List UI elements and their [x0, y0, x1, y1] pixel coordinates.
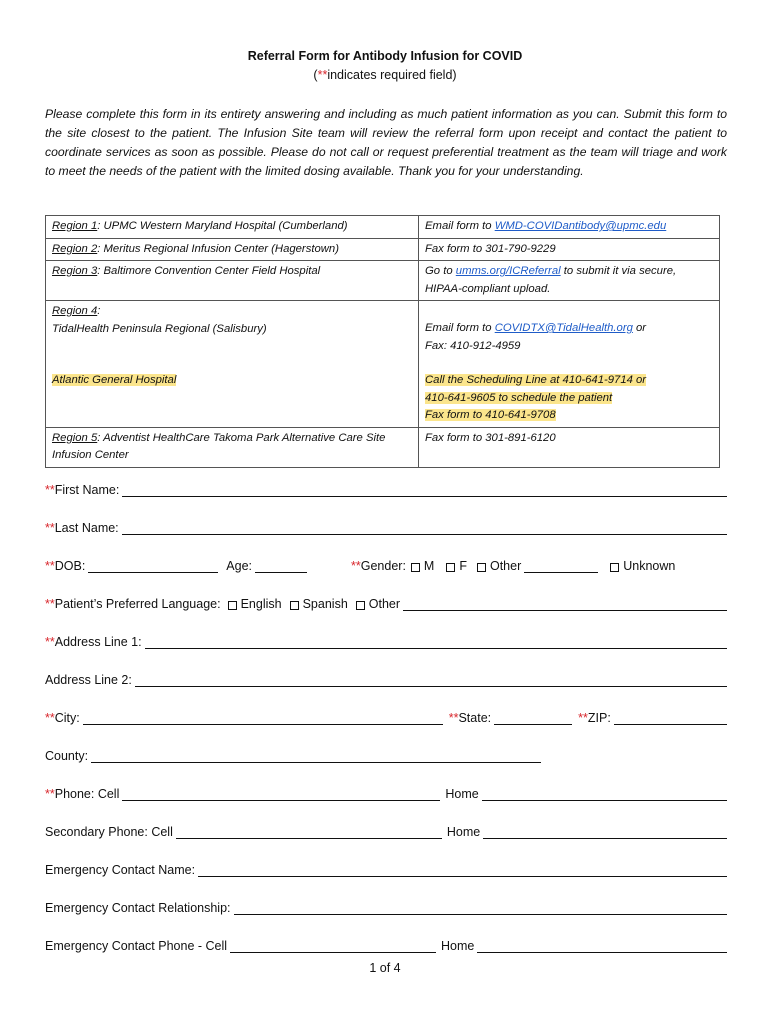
required-note [0, 68, 770, 82]
language-spanish-checkbox[interactable] [290, 601, 299, 610]
address-line-1-label: Address Line 1: [54, 635, 142, 649]
language-spanish-label: Spanish [302, 597, 348, 611]
phone-cell-label: Phone: Cell [54, 787, 120, 801]
region-3-site [46, 261, 419, 301]
required-note-text: indicates required field) [327, 68, 457, 82]
last-name-field[interactable] [122, 522, 727, 535]
region-5-site [46, 427, 419, 467]
region-4-email-prefix: Email form to [425, 322, 495, 334]
address-line-2-label: Address Line 2: [45, 673, 132, 687]
secondary-phone-home-label: Home [446, 825, 481, 839]
region-1-contact [419, 216, 720, 239]
required-marker: ** [45, 711, 55, 725]
region-3-name: : Baltimore Convention Center Field Hospital [97, 265, 321, 277]
emergency-name-row [45, 863, 727, 877]
region-4-heading [52, 303, 412, 321]
instructions-paragraph: Please complete this form in its entirety answering and including as much patient information as you can. Submit this form to the site closest to the patient. The Infusion Site team will review the referral form upon receipt and contact the patient to coordinate services as soon as possible. Please do not call or request preferential treatment as the team will triage and work to meet the needs of the patient with the limited dosing available. Thank you for your understanding. [45, 107, 727, 178]
secondary-phone-home-field[interactable] [483, 826, 727, 839]
region-3-row [46, 261, 720, 301]
region-5-row [46, 427, 720, 467]
required-marker: ** [45, 559, 55, 573]
spacer [52, 407, 412, 424]
region-4-site-1-fax: Fax: 410-912-4959 [425, 339, 521, 352]
phone-home-label: Home [445, 787, 479, 801]
region-5-label: Region 5 [52, 431, 98, 444]
required-marker: ** [578, 711, 588, 725]
region-1-row [46, 216, 720, 239]
gender-m-checkbox[interactable] [411, 563, 420, 572]
region-2-contact: Fax form to 301-790-9229 [419, 238, 720, 261]
region-4-contacts [419, 301, 720, 428]
last-name-row [45, 521, 727, 535]
region-4-label: Region 4 [52, 305, 98, 317]
language-english-checkbox[interactable] [228, 601, 237, 610]
spacer [52, 390, 412, 407]
dob-label: DOB: [54, 559, 86, 573]
region-3-contact-prefix: Go to [425, 265, 456, 277]
required-marker: ** [45, 483, 55, 497]
gender-other-field[interactable] [524, 560, 598, 573]
language-label: Patient’s Preferred Language: [54, 597, 221, 611]
required-marker: ** [45, 597, 55, 611]
secondary-phone-cell-field[interactable] [176, 826, 442, 839]
gender-unknown-checkbox[interactable] [610, 563, 619, 572]
required-marker: ** [317, 68, 328, 82]
page-number: 1 of 4 [369, 961, 401, 975]
address-line-1-field[interactable] [145, 636, 727, 649]
emergency-contact-relationship-field[interactable] [234, 902, 727, 915]
spacer [425, 303, 713, 320]
regions-table [45, 215, 720, 468]
required-marker: ** [448, 711, 459, 725]
gender-f-checkbox[interactable] [446, 563, 455, 572]
county-field[interactable] [91, 750, 541, 763]
spacer [52, 338, 412, 355]
emergency-contact-name-label: Emergency Contact Name: [45, 863, 196, 877]
gender-f-label: F [459, 559, 467, 573]
phone-cell-field[interactable] [122, 788, 440, 801]
required-marker: ** [45, 635, 55, 649]
required-marker: ** [45, 787, 55, 801]
region-4-colon: : [97, 305, 101, 317]
gender-other-label: Other [489, 559, 522, 573]
region-2-site [46, 238, 419, 261]
region-5-name: : Adventist HealthCare Takoma Park Alternative Care Site Infusion Center [52, 431, 386, 461]
dob-field[interactable] [88, 560, 218, 573]
emergency-contact-phone-cell-field[interactable] [230, 940, 436, 953]
region-3-contact-suffix: to submit it via secure, HIPAA-compliant upload. [425, 265, 677, 295]
state-label: State: [458, 711, 492, 725]
region-2-name: : Meritus Regional Infusion Center (Hagerstown) [97, 242, 339, 255]
emergency-contact-phone-home-field[interactable] [477, 940, 727, 953]
secondary-phone-row [45, 825, 727, 839]
language-row [45, 597, 727, 611]
region-4-or: or [632, 322, 647, 334]
first-name-field[interactable] [122, 484, 727, 497]
first-name-row [45, 483, 727, 497]
emergency-relationship-row [45, 901, 727, 915]
phone-row [45, 787, 727, 801]
region-4-site-2-fax: Fax form to 410-641-9708 [425, 409, 556, 421]
gender-other-checkbox[interactable] [477, 563, 486, 572]
region-4-email-link[interactable]: COVIDTX@TidalHealth.org [494, 322, 633, 334]
dob-row [45, 559, 727, 573]
secondary-phone-cell-label: Secondary Phone: Cell [45, 825, 173, 839]
county-label: County: [45, 749, 89, 763]
region-3-label: Region 3 [52, 265, 98, 277]
region-4-site-2: Atlantic General Hospital [52, 374, 177, 386]
first-name-label: First Name: [54, 483, 120, 497]
language-other-checkbox[interactable] [356, 601, 365, 610]
age-label: Age: [226, 559, 253, 573]
address-line-2-field[interactable] [135, 674, 727, 687]
form-title: Referral Form for Antibody Infusion for COVID [247, 49, 523, 63]
address-line-1-row [45, 635, 727, 649]
spacer [52, 355, 412, 372]
city-field[interactable] [83, 712, 443, 725]
required-marker: ** [351, 559, 361, 573]
language-english-label: English [240, 597, 282, 611]
region-4-sites [46, 301, 419, 428]
language-other-label: Other [368, 597, 401, 611]
emergency-contact-phone-cell-label: Emergency Contact Phone - Cell [45, 939, 228, 953]
region-4-site-2-call-line: Call the Scheduling Line at 410-641-9714 or [425, 374, 647, 386]
region-2-label: Region 2 [52, 242, 98, 255]
region-1-label: Region 1 [52, 220, 98, 232]
gender-label: Gender: [360, 559, 406, 573]
last-name-label: Last Name: [54, 521, 119, 535]
paren-open: ( [313, 68, 318, 82]
region-5-contact: Fax form to 301-891-6120 [419, 427, 720, 467]
phone-home-field[interactable] [482, 788, 727, 801]
region-3-upload-link[interactable]: umms.org/ICReferral [455, 265, 561, 277]
required-marker: ** [45, 521, 55, 535]
state-field[interactable] [494, 712, 572, 725]
zip-field[interactable] [614, 712, 727, 725]
gender-unknown-label: Unknown [623, 559, 676, 573]
region-2-row [46, 238, 720, 261]
emergency-phone-row [45, 939, 727, 953]
emergency-contact-relationship-label: Emergency Contact Relationship: [45, 901, 231, 915]
region-4-site-1: TidalHealth Peninsula Regional (Salisbury) [52, 322, 267, 335]
region-1-site [46, 216, 419, 239]
age-field[interactable] [255, 560, 307, 573]
gender-m-label: M [423, 559, 435, 573]
region-1-contact-prefix: Email form to [425, 220, 495, 232]
region-4-site-1-email-line [425, 320, 713, 338]
city-label: City: [54, 711, 80, 725]
region-3-contact [419, 261, 720, 301]
zip-label: ZIP: [587, 711, 611, 725]
address-line-2-row [45, 673, 727, 687]
region-4-row [46, 301, 720, 428]
county-row [45, 749, 727, 763]
emergency-contact-name-field[interactable] [198, 864, 727, 877]
emergency-contact-phone-home-label: Home [441, 939, 475, 953]
language-other-field[interactable] [403, 598, 727, 611]
region-4-site-2-schedule-line: 410-641-9605 to schedule the patient [425, 391, 613, 404]
city-state-zip-row [45, 711, 727, 725]
region-1-name: : UPMC Western Maryland Hospital (Cumberland) [97, 220, 348, 232]
region-1-email-link[interactable]: WMD-COVIDantibody@upmc.edu [494, 220, 667, 232]
spacer [425, 355, 713, 372]
